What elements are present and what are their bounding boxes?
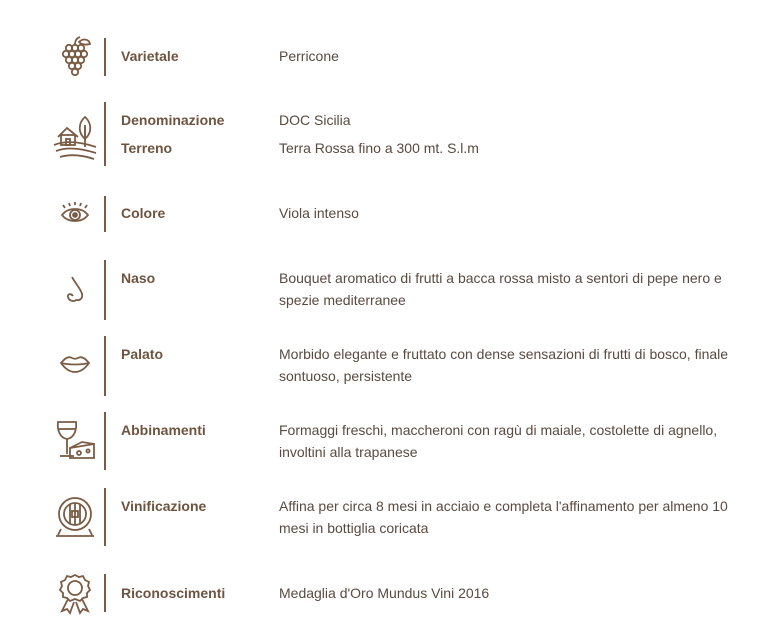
row-label: Terreno bbox=[121, 140, 173, 156]
row-value: Perricone bbox=[279, 48, 339, 64]
row-divider bbox=[104, 102, 106, 166]
row-label: Varietale bbox=[121, 48, 179, 64]
row-label: Riconoscimenti bbox=[121, 585, 226, 601]
lips-icon bbox=[50, 352, 100, 376]
row-value: Terra Rossa fino a 300 mt. S.l.m bbox=[279, 140, 479, 156]
row-divider bbox=[104, 38, 106, 76]
row-value: Bouquet aromatico di frutti a bacca rossa misto a sentori di pepe nero e spezie mediterranee bbox=[279, 270, 722, 308]
row-value: Medaglia d'Oro Mundus Vini 2016 bbox=[279, 585, 490, 601]
grapes-icon bbox=[50, 36, 100, 78]
row-divider bbox=[104, 196, 106, 232]
row-divider bbox=[104, 260, 106, 320]
row-label: Colore bbox=[121, 205, 166, 221]
row-value: Morbido elegante e fruttato con dense sensazioni di frutti di bosco, finale sontuoso, persistente bbox=[279, 346, 729, 384]
row-label: Vinificazione bbox=[121, 498, 207, 514]
row-divider bbox=[104, 574, 106, 612]
wine-cheese-icon bbox=[50, 418, 100, 464]
award-medal-icon bbox=[50, 572, 100, 616]
eye-icon bbox=[50, 198, 100, 228]
row-value: Affina per circa 8 mesi in acciaio e completa l'affinamento per almeno 10 mesi in bottiglia coricata bbox=[279, 498, 728, 536]
row-label: Naso bbox=[121, 270, 156, 286]
row-value: Formaggi freschi, maccheroni con ragù di maiale, costolette di agnello, involtini alla trapanese bbox=[279, 422, 718, 460]
row-label: Abbinamenti bbox=[121, 422, 206, 438]
vineyard-icon bbox=[50, 112, 100, 162]
row-label: Palato bbox=[121, 346, 164, 362]
row-divider bbox=[104, 488, 106, 546]
barrel-icon bbox=[50, 494, 100, 540]
row-divider bbox=[104, 336, 106, 396]
row-label: Denominazione bbox=[121, 112, 225, 128]
row-divider bbox=[104, 412, 106, 470]
row-value: DOC Sicilia bbox=[279, 112, 351, 128]
row-value: Viola intenso bbox=[279, 205, 359, 221]
nose-icon bbox=[50, 273, 100, 307]
